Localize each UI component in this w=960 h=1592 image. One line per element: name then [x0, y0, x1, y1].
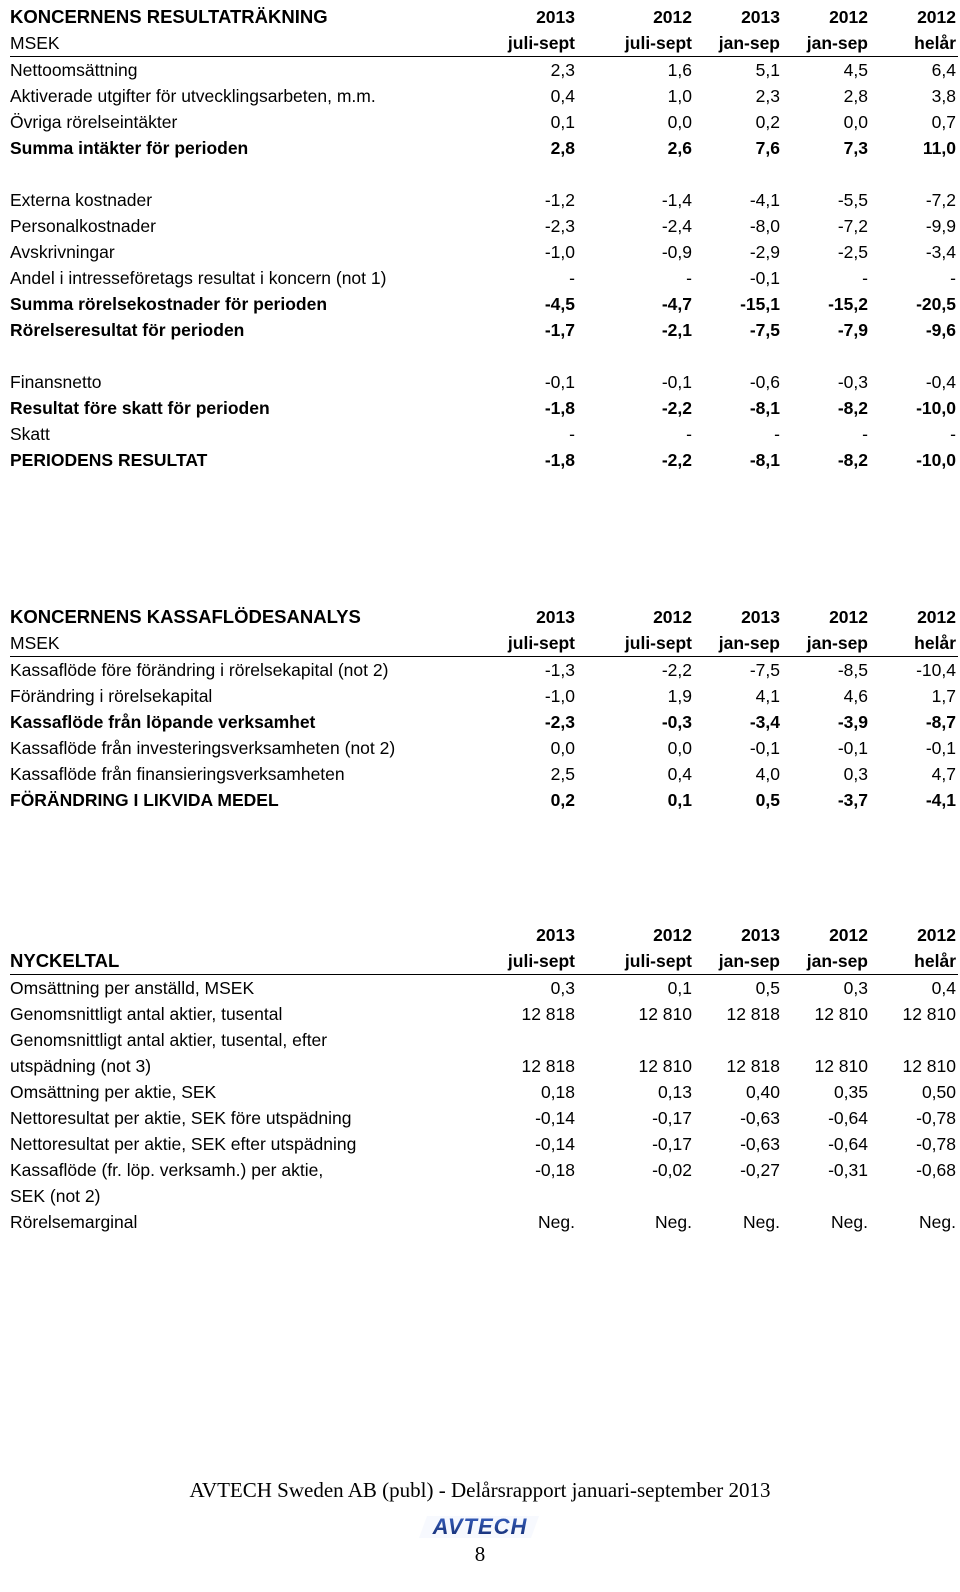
row-value: -0,68	[916, 1160, 956, 1180]
row-value: 12 810	[902, 1004, 956, 1024]
row-value: 0,1	[667, 978, 692, 998]
row-value: -0,1	[544, 372, 575, 392]
table-row	[10, 735, 958, 761]
header-row-years	[10, 604, 958, 630]
row-value: -	[686, 268, 692, 288]
row-value: Neg.	[538, 1212, 575, 1232]
income-statement-section	[10, 4, 956, 473]
row-value: -7,5	[749, 320, 780, 340]
row-value: -0,17	[652, 1108, 692, 1128]
row-value: -4,1	[749, 190, 780, 210]
row-value: 1,0	[667, 86, 692, 106]
row-value: -0,63	[740, 1134, 780, 1154]
row-value: -3,4	[925, 242, 956, 262]
empty-cell	[450, 1027, 577, 1053]
row-value: Neg.	[743, 1212, 780, 1232]
row-value: -0,1	[661, 372, 692, 392]
period-span: jan-sep	[782, 630, 870, 657]
row-value: -3,7	[837, 790, 868, 810]
unit-label: MSEK	[10, 630, 450, 657]
row-label: Summa rörelsekostnader för perioden	[10, 294, 328, 314]
row-value: -2,5	[837, 242, 868, 262]
spacer-row	[10, 343, 958, 369]
table-row	[10, 213, 958, 239]
page-number: 8	[474, 1542, 486, 1566]
cashflow-table	[10, 604, 958, 813]
table-row	[10, 239, 958, 265]
row-value: -2,2	[661, 398, 692, 418]
row-value: -15,1	[740, 294, 780, 314]
row-value: -0,14	[535, 1108, 575, 1128]
row-value: -1,8	[544, 450, 575, 470]
row-value: 3,8	[931, 86, 956, 106]
period-span: jan-sep	[694, 630, 782, 657]
table-row	[10, 447, 958, 473]
period-year: 2012	[917, 7, 956, 27]
row-value: 12 818	[521, 1004, 575, 1024]
row-value: -0,02	[652, 1160, 692, 1180]
row-label-continued: SEK (not 2)	[10, 1186, 101, 1206]
period-span: juli-sept	[450, 948, 577, 975]
row-value: -2,3	[544, 216, 575, 236]
row-value: 12 818	[726, 1004, 780, 1024]
row-value: 4,6	[843, 686, 868, 706]
table-row	[10, 395, 958, 421]
row-label: Aktiverade utgifter för utvecklingsarbeten, m.m.	[10, 86, 376, 106]
row-value: 4,5	[843, 60, 868, 80]
empty-cell	[450, 1183, 577, 1209]
row-value: Neg.	[919, 1212, 956, 1232]
row-label: Andel i intresseföretags resultat i koncern (not 1)	[10, 268, 387, 288]
table-row	[10, 1001, 958, 1027]
row-label: Nettoresultat per aktie, SEK efter utspädning	[10, 1134, 357, 1154]
row-value: -	[686, 424, 692, 444]
row-label: Externa kostnader	[10, 190, 153, 210]
row-value: 12 810	[638, 1056, 692, 1076]
period-year: 2013	[741, 607, 780, 627]
period-year: 2012	[653, 607, 692, 627]
row-value: -4,7	[661, 294, 692, 314]
row-label: Kassaflöde före förändring i rörelsekapital (not 2)	[10, 660, 389, 680]
table-row	[10, 1131, 958, 1157]
row-value: -7,2	[925, 190, 956, 210]
row-value: -0,78	[916, 1134, 956, 1154]
row-value: -	[950, 268, 956, 288]
table-row-continued	[10, 1183, 958, 1209]
row-value: 1,7	[931, 686, 956, 706]
row-value: 0,5	[755, 790, 780, 810]
section-title	[10, 922, 450, 948]
row-value: 0,4	[550, 86, 575, 106]
unit-label: MSEK	[10, 30, 450, 57]
row-value: -	[950, 424, 956, 444]
row-value: 2,8	[550, 138, 575, 158]
spacer-cell	[10, 161, 958, 187]
row-value: -1,2	[544, 190, 575, 210]
row-value: 0,2	[550, 790, 575, 810]
row-value: -9,9	[925, 216, 956, 236]
period-span: juli-sept	[450, 30, 577, 57]
row-value: 2,6	[667, 138, 692, 158]
row-value: -0,64	[828, 1108, 868, 1128]
row-label: Summa intäkter för perioden	[10, 138, 249, 158]
row-value: 0,4	[931, 978, 956, 998]
header-row-spans	[10, 630, 958, 657]
row-label: Kassaflöde från löpande verksamhet	[10, 712, 316, 732]
row-value: 0,5	[755, 978, 780, 998]
row-value: -1,3	[544, 660, 575, 680]
row-value: -1,8	[544, 398, 575, 418]
period-span: juli-sept	[450, 630, 577, 657]
row-value: 4,7	[931, 764, 956, 784]
row-value: 4,0	[755, 764, 780, 784]
row-value: -0,3	[661, 712, 692, 732]
table-row	[10, 421, 958, 447]
row-label: Avskrivningar	[10, 242, 115, 262]
table-row	[10, 369, 958, 395]
period-span: jan-sep	[694, 948, 782, 975]
row-label: Personalkostnader	[10, 216, 156, 236]
table-row	[10, 57, 958, 84]
row-value: 0,0	[550, 738, 575, 758]
row-value: -0,1	[749, 268, 780, 288]
period-year: 2012	[653, 7, 692, 27]
period-year: 2013	[536, 925, 575, 945]
row-value: 0,3	[550, 978, 575, 998]
section-title: KONCERNENS KASSAFLÖDESANALYS	[10, 606, 361, 627]
header-row-years	[10, 922, 958, 948]
row-value: -0,1	[925, 738, 956, 758]
row-value: -8,1	[749, 398, 780, 418]
period-span: helår	[870, 30, 958, 57]
row-value: 2,3	[550, 60, 575, 80]
row-label: Finansnetto	[10, 372, 102, 392]
row-label: Kassaflöde (fr. löp. verksamh.) per aktie,	[10, 1160, 324, 1180]
row-value: 12 810	[638, 1004, 692, 1024]
period-span: jan-sep	[782, 948, 870, 975]
period-year: 2013	[536, 7, 575, 27]
row-value: -2,2	[661, 450, 692, 470]
table-row	[10, 1027, 958, 1053]
row-value: -0,27	[740, 1160, 780, 1180]
table-row	[10, 787, 958, 813]
table-row	[10, 109, 958, 135]
row-value: 0,0	[843, 112, 868, 132]
row-value: -0,9	[661, 242, 692, 262]
table-row	[10, 761, 958, 787]
row-value: 11,0	[922, 138, 956, 158]
row-value: -20,5	[916, 294, 956, 314]
header-row-years	[10, 4, 958, 30]
row-value: 0,13	[657, 1082, 692, 1102]
empty-cell	[782, 1183, 870, 1209]
table-row	[10, 83, 958, 109]
row-value: 12 810	[814, 1056, 868, 1076]
row-value: -2,4	[661, 216, 692, 236]
row-value: -2,3	[544, 712, 575, 732]
row-label: Rörelseresultat för perioden	[10, 320, 245, 340]
row-value: 0,3	[843, 978, 868, 998]
table-row-continued	[10, 1053, 958, 1079]
table-row	[10, 187, 958, 213]
row-label: FÖRÄNDRING I LIKVIDA MEDEL	[10, 790, 279, 810]
period-year: 2012	[653, 925, 692, 945]
header-row-spans	[10, 30, 958, 57]
row-value: -8,7	[925, 712, 956, 732]
row-value: -7,2	[837, 216, 868, 236]
table-row	[10, 1105, 958, 1131]
row-label: Nettoomsättning	[10, 60, 138, 80]
row-value: 2,5	[550, 764, 575, 784]
period-year: 2012	[829, 607, 868, 627]
row-value: -9,6	[925, 320, 956, 340]
row-value: Neg.	[831, 1212, 868, 1232]
period-year: 2012	[917, 607, 956, 627]
row-value: -2,2	[661, 660, 692, 680]
row-value: 0,1	[550, 112, 575, 132]
section-title: NYCKELTAL	[10, 948, 450, 975]
row-value: -0,64	[828, 1134, 868, 1154]
row-value: 0,7	[931, 112, 956, 132]
empty-cell	[694, 1183, 782, 1209]
row-value: -10,0	[916, 398, 956, 418]
income-statement-table	[10, 4, 958, 473]
row-value: -4,5	[544, 294, 575, 314]
row-value: -8,1	[749, 450, 780, 470]
row-value: 0,0	[667, 738, 692, 758]
table-row	[10, 709, 958, 735]
row-value: -8,5	[837, 660, 868, 680]
row-value: 12 818	[521, 1056, 575, 1076]
row-label-continued: utspädning (not 3)	[10, 1056, 152, 1076]
row-value: -10,4	[916, 660, 956, 680]
table-row	[10, 317, 958, 343]
header-row-spans	[10, 948, 958, 975]
table-row	[10, 291, 958, 317]
row-value: 0,35	[833, 1082, 868, 1102]
row-value: -	[862, 268, 868, 288]
row-value: -0,1	[749, 738, 780, 758]
row-value: 0,2	[755, 112, 780, 132]
row-value: 5,1	[755, 60, 780, 80]
row-label: Kassaflöde från finansieringsverksamheten	[10, 764, 345, 784]
row-value: -0,78	[916, 1108, 956, 1128]
row-value: -8,2	[837, 450, 868, 470]
row-label: Skatt	[10, 424, 50, 444]
empty-cell	[782, 1027, 870, 1053]
row-value: 0,0	[667, 112, 692, 132]
row-label: PERIODENS RESULTAT	[10, 450, 208, 470]
row-value: -1,7	[544, 320, 575, 340]
empty-cell	[694, 1027, 782, 1053]
row-label: Genomsnittligt antal aktier, tusental	[10, 1004, 283, 1024]
row-value: 7,3	[843, 138, 868, 158]
row-label: Genomsnittligt antal aktier, tusental, efter	[10, 1030, 328, 1050]
row-value: -7,9	[837, 320, 868, 340]
row-value: -	[569, 268, 575, 288]
footer-report-title: AVTECH Sweden AB (publ) - Delårsrapport januari-september 2013	[189, 1478, 771, 1502]
row-value: -5,5	[837, 190, 868, 210]
row-value: -	[569, 424, 575, 444]
table-row	[10, 975, 958, 1002]
table-row	[10, 1079, 958, 1105]
empty-cell	[577, 1027, 694, 1053]
row-value: 1,9	[667, 686, 692, 706]
row-label: Övriga rörelseintäkter	[10, 112, 178, 132]
avtech-logo	[0, 1512, 960, 1540]
row-value: 12 818	[726, 1056, 780, 1076]
row-value: 4,1	[755, 686, 780, 706]
row-value: 6,4	[931, 60, 956, 80]
row-value: -8,2	[837, 398, 868, 418]
row-value: -2,9	[749, 242, 780, 262]
row-value: 0,18	[540, 1082, 575, 1102]
row-value: -0,31	[828, 1160, 868, 1180]
row-label: Rörelsemarginal	[10, 1212, 138, 1232]
period-year: 2013	[536, 607, 575, 627]
row-value: -0,18	[535, 1160, 575, 1180]
row-value: 2,8	[843, 86, 868, 106]
period-span: juli-sept	[577, 30, 694, 57]
row-value: 1,6	[667, 60, 692, 80]
row-value: -0,3	[837, 372, 868, 392]
empty-cell	[577, 1183, 694, 1209]
period-span: jan-sep	[782, 30, 870, 57]
table-row	[10, 265, 958, 291]
row-value: -0,4	[925, 372, 956, 392]
row-value: 12 810	[814, 1004, 868, 1024]
row-value: -	[774, 424, 780, 444]
cashflow-section	[10, 604, 956, 813]
row-label: Förändring i rörelsekapital	[10, 686, 213, 706]
keyfigures-section	[10, 922, 956, 1235]
spacer-cell	[10, 343, 958, 369]
row-value: 0,1	[667, 790, 692, 810]
row-value: -	[862, 424, 868, 444]
row-value: 0,3	[843, 764, 868, 784]
table-row	[10, 683, 958, 709]
row-value: -8,0	[749, 216, 780, 236]
row-value: Neg.	[655, 1212, 692, 1232]
row-value: 0,40	[745, 1082, 780, 1102]
row-value: 0,50	[921, 1082, 956, 1102]
period-year: 2012	[829, 7, 868, 27]
period-span: jan-sep	[694, 30, 782, 57]
row-label: Omsättning per aktie, SEK	[10, 1082, 217, 1102]
row-value: 7,6	[755, 138, 780, 158]
empty-cell	[870, 1183, 958, 1209]
table-row	[10, 1209, 958, 1235]
period-year: 2013	[741, 925, 780, 945]
row-value: -1,0	[544, 686, 575, 706]
keyfigures-table	[10, 922, 958, 1235]
table-row	[10, 135, 958, 161]
period-year: 2012	[917, 925, 956, 945]
row-value: -1,4	[661, 190, 692, 210]
row-value: -0,17	[652, 1134, 692, 1154]
row-value: -7,5	[749, 660, 780, 680]
row-label: Omsättning per anställd, MSEK	[10, 978, 255, 998]
row-value: -0,1	[837, 738, 868, 758]
period-span: juli-sept	[577, 630, 694, 657]
row-label: Nettoresultat per aktie, SEK före utspädning	[10, 1108, 352, 1128]
row-value: -3,9	[837, 712, 868, 732]
empty-cell	[870, 1027, 958, 1053]
table-row	[10, 657, 958, 684]
period-span: juli-sept	[577, 948, 694, 975]
row-value: -0,6	[749, 372, 780, 392]
row-value: 2,3	[755, 86, 780, 106]
row-value: -2,1	[661, 320, 692, 340]
avtech-logo-text: AVTECH	[432, 1514, 528, 1539]
period-year: 2012	[829, 925, 868, 945]
avtech-logo-icon	[415, 1512, 545, 1540]
row-value: 12 810	[902, 1056, 956, 1076]
period-span: helår	[870, 630, 958, 657]
period-span: helår	[870, 948, 958, 975]
table-row	[10, 1157, 958, 1183]
row-value: -1,0	[544, 242, 575, 262]
row-value: -10,0	[916, 450, 956, 470]
row-value: 0,4	[667, 764, 692, 784]
row-value: -15,2	[828, 294, 868, 314]
spacer-row	[10, 161, 958, 187]
row-value: -0,63	[740, 1108, 780, 1128]
row-label: Kassaflöde från investeringsverksamheten (not 2)	[10, 738, 396, 758]
row-value: -4,1	[925, 790, 956, 810]
row-label: Resultat före skatt för perioden	[10, 398, 270, 418]
period-year: 2013	[741, 7, 780, 27]
row-value: -3,4	[749, 712, 780, 732]
section-title: KONCERNENS RESULTATRÄKNING	[10, 6, 328, 27]
row-value: -0,14	[535, 1134, 575, 1154]
